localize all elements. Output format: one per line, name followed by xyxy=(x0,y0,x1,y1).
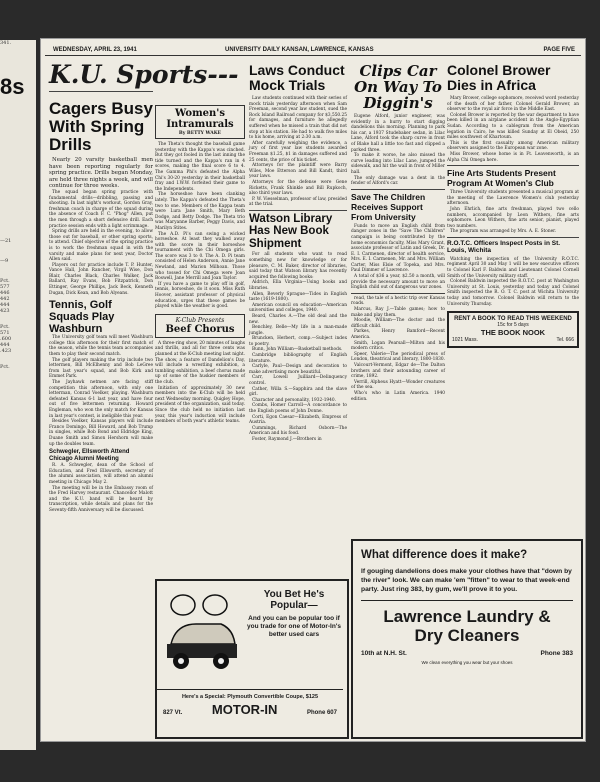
article-text: John Ehrlich, fine arts freshman, played two cello numbers, accompanied by Leon Withers, fine arts sophomore. Leon Withers, fine arts senior, pianist, played two numbers. xyxy=(447,206,579,229)
masthead-page: PAGE FIVE xyxy=(543,47,575,53)
book-entry: Cummings, Richard Osborn—The American and his food. xyxy=(249,425,347,437)
kclub-box xyxy=(155,314,245,338)
book-entry: Cather, Willa S.—Sapphira and the slave girl. xyxy=(249,386,347,398)
fragment-text: Pct. xyxy=(0,364,10,370)
book-entry: American council on education—American universities and colleges, 1940. xyxy=(249,302,347,314)
headline-tennis-golf: Tennis, Golf Squads Play Washburn xyxy=(49,299,115,336)
headline-watson-library: Watson Library Has New Book Shipment xyxy=(249,212,333,250)
book-entry: Corti, Egon Caesar—Elizabeth, Empress of Austria. xyxy=(249,414,347,426)
headline-mock-trials: Laws Conduct Mock Trials xyxy=(249,62,345,93)
article-text: Spring drills are held in the evening, to allow those out for baseball, or other spring sports, to attend. Chief objective of the spring practice is to work the freshman squad in with the varsity and make plans for next year, Doctor Allen said. xyxy=(49,229,153,263)
book-entry: Speer, Valerie—The periodical press of London, theatrical and literary, 1800-1830. xyxy=(351,351,445,363)
fragment-text: .600 xyxy=(0,336,12,342)
article-text: The Theta's thought the baseball game yesterday with the Kappa's was cinched. But they got fooled in the last inning the tide turned and the Kappa's ran in 4 scores, making the final score 6 to 4. The Gamma Phi's defeated the Alpha Chi's 30-20 yesterday in their basketball fray and I.W.W. forfeited their game to the Independents. xyxy=(155,142,245,192)
article-text: Colonel Baldwin inspected the R.O.T.C. post at Washington University at St. Louis, yesterday and today and Colonel Smith inspected the R. O. T. C. post at Wichita University today and tomorrow. Colonel Baldwin will return to the University Thursday. xyxy=(447,279,579,307)
kclub-kicker: K-Club Presents xyxy=(175,316,225,324)
article-text: The A.D. Pi's can swing a wicked horseshoe. At least they walked away with the score in their horseshoe tournament with the Chi Omega girls. The score was 3 to 0. The A. D. Pi team consisted of Helen Anderson, Annie Jane Newland, and Marion Milhoan. Those who tossed for Chi Omega were Joan Boswell, Jane Merrill and Joan Taylor. xyxy=(155,231,245,282)
book-entry: read, the tale of a hectic trip over Kansas roads. xyxy=(351,295,445,307)
book-entry: Bunn, John William—Basketball methods. xyxy=(252,347,343,353)
column-4 xyxy=(351,63,445,571)
masthead-paper: UNIVERSITY DAILY KANSAN, LAWRENCE, KANSAS xyxy=(225,47,374,53)
fragment-text: —9 xyxy=(0,258,9,264)
motor-in-name: MOTOR-IN xyxy=(211,702,278,717)
article-text: Watching the inspection of the University R.O.T.C. regiment April 30 and May 1 will be new executive officers to Colonel Karl F. Baldwin and Lieutenant Colonel Cornell Smith of the University military staff. xyxy=(447,256,579,279)
masthead-date: WEDNESDAY, APRIL 23, 1941 xyxy=(53,47,137,53)
book-nook-ad xyxy=(447,311,579,348)
book-entry: Beard, Charles A.—The old deal and the new. xyxy=(249,313,347,325)
book-entry: Combs, Homer Carroll—A concordance to the English poems of John Donne. xyxy=(249,403,347,414)
fragment-text: 442 xyxy=(0,296,10,302)
motor-in-ad xyxy=(155,579,349,739)
book-entry: Allen, Beverly Sprague—Tides in English taste (1619-1800). xyxy=(249,291,347,303)
fragment-text: Pct. xyxy=(0,278,10,284)
article-text: Nearly 20 varsity basketball men have been reporting regularly for spring practice. Drills began Monday, are held three nights a week, and will continue for three weeks. xyxy=(49,157,153,190)
article-text: The meeting will be in the Embassy room of the Fred Harvey restaurant. Chancellor Malott and the K.U. band will be heard by transcription, while details and plans for the Seventy-fifth Anniversary will be discussed. xyxy=(49,485,153,513)
book-entry: Aldrich, Ella Virginia—Using books and libraries. xyxy=(249,280,347,291)
article-text: Attorneys for the plaintiff were Barry Wiles, Moe Etterson and Bill Kandt, third year laws. xyxy=(249,163,347,180)
laundry-phone: Phone 383 xyxy=(540,650,573,657)
column-5 xyxy=(447,63,579,571)
adjacent-page-fragment xyxy=(0,40,36,750)
fragment-text: 341. xyxy=(0,40,12,46)
article-text: For all students who want to read something new for knowledge or for pleasure, C. M. Baker, director of libraries, said today that Watson library has recently acquired the following books: xyxy=(249,252,347,280)
book-entry: Parkes, Henry Bamford—Recent America. xyxy=(351,329,445,340)
book-entry: Carr, Lowell Juilliard—Delinquency control. xyxy=(249,375,347,387)
fragment-text: 423 xyxy=(0,308,10,314)
fragment-text: —21 xyxy=(0,238,12,244)
book-nook-title: RENT A BOOK TO READ THIS WEEKEND xyxy=(454,316,572,323)
article-text: The horseshoe have been clanking lately. The Kappa's defeated the Theta's two to one. Members of the Kappa team were Lura Jane Smith, Mary Beth Dodge, and Betty Dodge. The Theta trio was Maryanne Barber, Peggy Davis, and Marilyn Stites. xyxy=(155,192,245,231)
headline-clips-car: Clips Car On Way To Diggin's xyxy=(354,62,442,112)
article-text: Colonel Brower is reported by the war department to have been killed in an airplane accident in the Anglo-Egyptian Sudan. According to a cablegram from the American legation in Cairo, he was killed Sunday at El Obeid, 250 miles southwest of Khartoum. xyxy=(447,112,579,141)
column-3 xyxy=(249,63,347,571)
article-text: A three-ring show, 20 minutes of laughs and thrills, and all for three cents was planned at the K-Club meeting last night. The show, a feature of Dandelion's Day, will include a wrestling exhibition, a tumbling exhibition, a beef chorus made up of some of the huskier members of the club. xyxy=(155,340,245,385)
book-entry: Carlyle, Paul—Design and decoration to make advertising more beautiful. xyxy=(249,364,347,375)
book-entry: Valcourt-Vermont, Edgar de—The Dalton brothers and their astounding career of crime, 1892. xyxy=(351,362,445,380)
article-text: R. A. Schwegler, dean of the School of Education, and Fred Ellsworth, secretary of the alumni association, will attend an alumni meeting in Chicago May 2. xyxy=(49,463,153,485)
article-text: Mary Brower, college sophomore, received word yesterday of the death of her father, Colonel Gerald Brower, an observer to the royal air force in the Middle East. xyxy=(447,96,579,113)
book-entry: Moodie, William—The doctor and the difficult child. xyxy=(351,318,445,329)
laundry-headline: What difference does it make? xyxy=(361,549,528,561)
motor-in-headline: You Bet He's Popular— xyxy=(263,589,325,611)
headline-colonel-brower: Colonel Brower Dies in Africa xyxy=(447,62,551,93)
motor-in-address: 827 Vt. xyxy=(163,710,183,716)
article-text: The program was arranged by Mrs. A. E. Stoner. xyxy=(450,229,557,235)
fragment-text: 577 xyxy=(0,284,10,290)
article-text: After carefully weighing the evidence, a jury of first year law students awarded Freeman $1.25, $1 in damages suffered and 25 cents, the price of his ticket. xyxy=(249,140,347,163)
article-text: Besides Voelker, Kansas players will include Franco Domingo, Bill Howard, and Bob Trump in singles, while Bob Bond and Eldridge King, Duane Smith and Simon Hershorn will make up the doubles team. xyxy=(49,419,153,447)
article-text: The squad began spring practice with fundamental drills—dribbling, passing and shooting. In last night's workout, Gordon Gray, freshman coach in charge of the squad during the absence of Coach F. C. "Phog" Allen, put the men through a short defensive drill. Each practice session ends with a light scrimmage. xyxy=(49,189,153,229)
book-entry: Who's who in Latin America. 1940 edition. xyxy=(351,390,445,402)
motor-in-phone: Phone 607 xyxy=(306,710,337,716)
book-nook-contact xyxy=(452,337,574,343)
book-nook-phone: Tel. 666 xyxy=(556,337,574,344)
laundry-contact xyxy=(361,650,573,657)
book-entry: Cambridge bibliography of English literature. xyxy=(249,353,347,364)
intramurals-box xyxy=(155,105,245,139)
laundry-name-line1: Lawrence Laundry & xyxy=(383,607,551,626)
laundry-ad xyxy=(351,539,583,739)
article-text: The golf players making the trip include two lettermen, Bill McElhenny and Bob LeGree from last year's squad, and Bob Kirk and Emmet Park. xyxy=(49,357,153,380)
fragment-text: Pct. xyxy=(0,324,10,330)
motor-in-special: Here's a Special: Plymouth Convertible Coupe, $125 xyxy=(181,694,319,700)
headline-fine-arts: Fine Arts Students Present Program At Women's Club xyxy=(447,168,556,189)
article-text: Eugene Alford, junior engineer, was evidently in a hurry to start digging dandelions this morning. Planning to park his car, a 1937 Studebaker sedan, in Lilac Lane, Alford took the sharp curve in front of Blake hall a little too fast and clipped a parked three. xyxy=(351,114,445,153)
book-entry: Marcus, Ray J.—Table games; how to make and play them. xyxy=(351,307,445,318)
article-text: Attorneys for the defense were Gene Ricketts, Frank Shinkle and Bill Rupkoch, also third year laws. xyxy=(249,179,347,197)
book-entry: Benchley, Belle—My life in a man-made jungle. xyxy=(249,325,347,336)
article-text: Players out for practice include T. P. Hunter, Vance Hall, John Rancher, Virgil Wise, Don Blair, Charles Black, Charles Walker, Jack Ballard, Ray Evans, Bob Fitzpatrick, Don Ettinger, George Phillips, Jack Beck, Kenneth Dugan, Dick Kean, and Bob Alyeans. xyxy=(49,262,153,296)
article-text: This is the first casualty among American military observers assigned to the European war zone. xyxy=(447,140,579,152)
article-text: Law students continued with their series of mock trials yesterday afternoon when Sam Freeman, second year law student, sued the Rock Island Railroad company for $3,550.25 for damages, and furniture he allegedly suffered when he missed a train that did not stop at his station. He had to walk five miles to his home, arriving at 2:30 a.m. xyxy=(249,96,347,141)
book-nook-name: THE BOOK NOOK xyxy=(480,328,546,338)
book-entry: Foster, Raymond J.—Brothers in xyxy=(252,436,322,442)
headline-intramurals: Women's Intramurals xyxy=(166,108,234,130)
sports-banner: K.U. Sports--- xyxy=(49,60,239,89)
book-nook-address: 1021 Mass. xyxy=(452,337,478,344)
article-text: P. W. Viesselman, professor of law, presided at the trial. xyxy=(249,196,347,208)
fragment-text: 571 xyxy=(0,330,10,336)
article-text: Initiation of approximately 30 new members into the K-Club will be held next Wednesday morning. Quigley Hope, president of the organization, said today. Since the club held no initiation last year, this year's induction will include members of both year's athletic teams. xyxy=(155,385,245,425)
book-entry: Verrill, Alpheus Hyatt—Wonder creatures of the sea. xyxy=(351,379,445,391)
book-nook-price: 15c for 5 days xyxy=(497,322,529,329)
fragment-text: 446 xyxy=(0,290,10,296)
fragment-text: 8s xyxy=(0,74,25,99)
fragment-text: .423 xyxy=(0,348,12,354)
byline: By BETTY WAKE xyxy=(178,131,222,136)
headline-beef-chorus: Beef Chorus xyxy=(165,323,235,335)
fragment-text: 444 xyxy=(0,302,10,308)
book-entry: Bruncken, Herbert, comp.—Subject index to poetry. xyxy=(249,336,347,347)
laundry-name-line2: Dry Cleaners xyxy=(414,626,520,645)
motor-in-copy xyxy=(247,589,341,639)
motor-in-body: And you can be popular too if you trade for one of Motor-In's better used cars xyxy=(247,615,341,638)
book-entry: Smith, Logan Pearsall—Milton and his modern critics. xyxy=(351,340,445,352)
laundry-copy xyxy=(361,549,573,665)
laundry-body: If gouging dandelions does make your clothes have that "down by the river" look. We can make 'em "fitten" to wear to that week-end party. Just ring 383, by gum, we'll prove it to you. xyxy=(361,568,572,593)
book-entry: Character and personality, 1932-1940. xyxy=(252,397,336,403)
headline-schwegler: Schwegler, Ellsworth Attend Chicago Alumni Meeting xyxy=(49,449,130,463)
newspaper-page xyxy=(40,38,586,742)
article-text: To make it worse, he also missed the curve leading into Lilac Lane, jumped the sidewalk, and hit the wall in front of Miller hall. xyxy=(351,153,445,175)
laundry-address: 10th at N.H. St. xyxy=(361,650,407,657)
article-text: The University golf team will meet Washburn college this afternoon for their first match of the season, while the tennis team accompanies them to play their second match. xyxy=(49,335,153,358)
masthead xyxy=(45,45,581,56)
article-text: The Jayhawk netmen are facing stiff competition this afternoon, with only one letterman, Conrad Voelker, playing. Washburn defeated Kansas 6-1 last year, and have four out of five lettermen returning. Howard Engleman, who won the only match for Kansas in last year's contest, is ineligible this year. xyxy=(49,380,153,419)
laundry-brand xyxy=(361,600,573,645)
article-text: Three University students presented a musical program at the meeting of the Lawrence Women's club yesterday afternoon. xyxy=(447,190,579,207)
laundry-tagline: We clean everything you wear but your shoes xyxy=(421,660,513,665)
article-text: The only damage was a dent in the fender of Alford's car. xyxy=(351,175,445,187)
cartoon-car-illustration xyxy=(161,589,241,684)
headline-rotc: R.O.T.C. Officers Inspect Posts in St. Louis, Wichita xyxy=(447,239,561,255)
headline-save-children: Save The Children Receives Support From University xyxy=(351,191,426,222)
motor-in-footer xyxy=(157,689,343,719)
headline-cagers: Cagers Busy With Spring Drills xyxy=(49,99,153,154)
column-2 xyxy=(155,105,245,571)
article-text: A total of $36 a year, $2.50 a month, will provide the necessary amount to move an English child out of dangerous war zones. xyxy=(351,274,445,291)
article-text: Miss Brower, whose home is in Ft. Leavenworth, is an Alpha Chi Omega here. xyxy=(447,151,579,163)
article-text: Funds to move an English child from danger zones in the "Save The Children" campaign is being contributed by the home economics faculty, Miss Mary Grant, associate professor of Latin and Greek, Dr. E. I. Carmenen, director of health service, Mrs. E. I. Carmenen, Mr. and Mrs. William Carter, Miss Elsie of Topeka, and Mrs. Paul Dimmer of Lawrence. xyxy=(351,223,445,274)
fragment-text: 444 xyxy=(0,342,10,348)
article-text: If you have a game to play off in golf, tennis, horseshoe, do it soon. Miss Ruth Hoover, assistant professor of physical education, urges that these games be played while the weather is good. xyxy=(155,281,245,310)
